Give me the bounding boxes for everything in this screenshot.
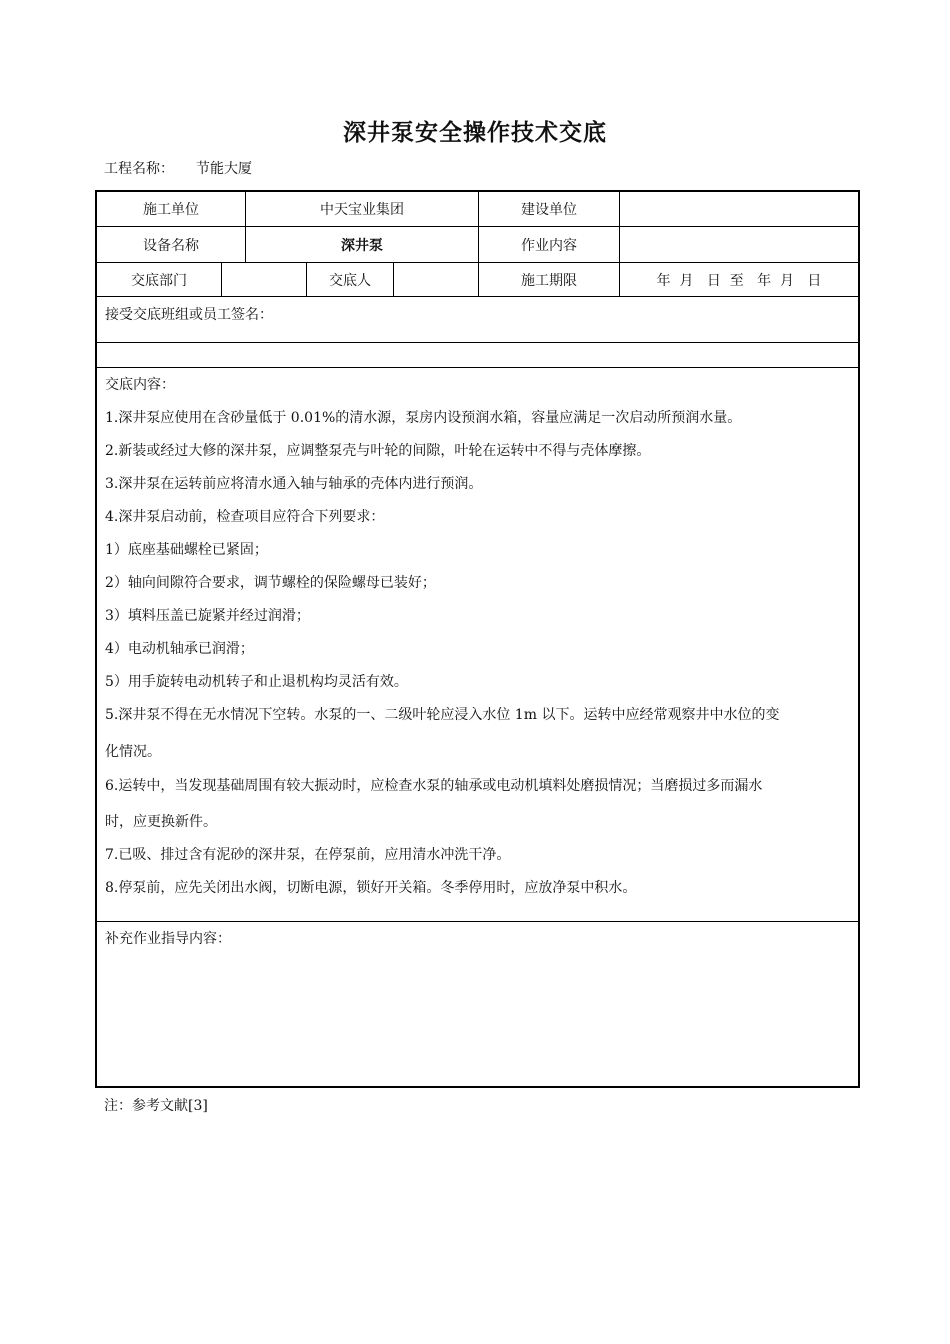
row-divider [97,921,858,922]
content-line: 4）电动机轴承已润滑； [105,641,254,657]
row-divider [97,342,858,343]
project-name-label: 工程名称： [104,161,174,177]
disclosure-form [95,190,860,1088]
equipment-name-label: 设备名称 [143,237,199,254]
content-line: 3.深井泵在运转前应将清水通入轴与轴承的壳体内进行预润。 [105,476,483,492]
row-divider [97,367,858,368]
work-content-value[interactable] [620,227,858,262]
content-line: 2.新装或经过大修的深井泵，应调整泵壳与叶轮的间隙，叶轮在运转中不得与壳体摩擦。 [105,443,651,459]
row-divider [97,296,858,297]
construction-unit-value: 中天宝业集团 [320,202,404,218]
content-line: 3）填料压盖已旋紧并经过润滑； [105,608,310,624]
content-line: 化情况。 [105,744,161,760]
owner-unit-value[interactable] [620,192,858,226]
content-line: 5）用手旋转电动机转子和止退机构均灵活有效。 [105,674,408,690]
discloser-label: 交底人 [329,272,371,289]
project-name-row [104,158,252,178]
construction-period-value[interactable]: 年 月 日 至 年 月 日 [656,272,822,289]
work-content-label: 作业内容 [521,237,577,254]
content-line: 2）轴向间隙符合要求，调节螺栓的保险螺母已装好； [105,575,436,591]
document-title: 深井泵安全操作技术交底 [343,120,607,146]
content-line: 8.停泵前，应先关闭出水阀，切断电源，锁好开关箱。冬季停用时，应放净泵中积水。 [105,880,637,896]
signature-label: 接受交底班组或员工签名： [105,307,273,323]
disclosure-department-label: 交底部门 [131,272,187,289]
content-label: 交底内容： [105,377,175,393]
content-line: 1.深井泵应使用在含砂量低于 0.01%的清水源，泵房内设预润水箱，容量应满足一次启动所预润水量。 [105,410,742,426]
content-line: 时，应更换新件。 [105,814,217,830]
reference-note: 注：参考文献[3] [104,1098,208,1114]
construction-unit-label: 施工单位 [143,202,199,218]
content-line: 4.深井泵启动前，检查项目应符合下列要求： [105,509,385,525]
project-name-value: 节能大厦 [196,161,252,177]
content-line: 1）底座基础螺栓已紧固； [105,542,268,558]
content-line: 5.深井泵不得在无水情况下空转。水泵的一、二级叶轮应浸入水位 1m 以下。运转中应经常观察井中水位的变 [105,707,780,723]
supplement-label: 补充作业指导内容： [105,931,231,947]
equipment-name-value: 深井泵 [341,237,383,254]
discloser-value[interactable] [394,263,478,296]
content-line: 7.已吸、排过含有泥砂的深井泵，在停泵前，应用清水冲洗干净。 [105,847,511,863]
disclosure-department-value[interactable] [222,263,306,296]
content-line: 6.运转中，当发现基础周围有较大振动时，应检查水泵的轴承或电动机填料处磨损情况；当磨损过多而漏水 [105,778,763,794]
construction-period-label: 施工期限 [521,272,577,289]
owner-unit-label: 建设单位 [521,202,577,218]
